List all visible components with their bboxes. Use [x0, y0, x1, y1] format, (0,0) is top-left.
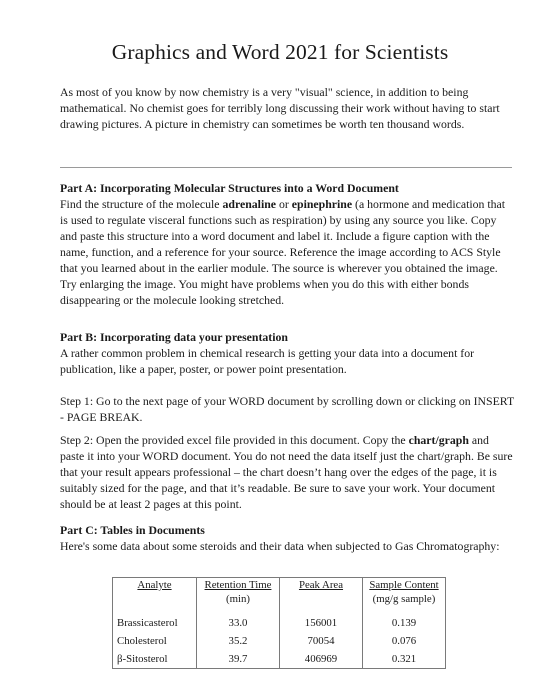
part-b-section	[60, 329, 515, 377]
table-cell: 70054	[280, 632, 363, 650]
table-cell: 406969	[280, 650, 363, 669]
table-row	[113, 614, 446, 632]
part-a-text-1: Find the structure of the molecule	[60, 197, 223, 211]
table-cell: 0.139	[363, 614, 446, 632]
step-1-paragraph: Step 1: Go to the next page of your WORD document by scrolling down or clicking on INSERT - PAGE BREAK.	[60, 394, 514, 424]
table-header-cell: Retention Time (min)	[197, 578, 280, 615]
part-a-text-3: (a hormone and medication that is used to regulate visceral functions such as respiration) by using any source you like. Copy and paste this structure into a word document and label it. Include a figure caption with the name, function, and a reference for your source. Reference the image according to ACS Style that you learned about in the earlier module. The source is wherever you obtained the image. Try enlarging the image. You might have problems when you do this with either bonds disappearing or the molecule looking stretched.	[60, 197, 506, 307]
table-cell: 156001	[280, 614, 363, 632]
table-header-cell: Sample Content (mg/g sample)	[363, 578, 446, 615]
steroid-data-table	[112, 577, 446, 669]
part-c-text: Here's some data about some steroids and their data when subjected to Gas Chromatography:	[60, 539, 500, 553]
table-header-row	[113, 578, 446, 615]
part-c-section	[60, 522, 515, 554]
part-a-section	[60, 180, 515, 308]
table-header-cell: Peak Area	[280, 578, 363, 615]
table-cell: 39.7	[197, 650, 280, 669]
page-title: Graphics and Word 2021 for Scientists	[111, 40, 449, 64]
table-row	[113, 650, 446, 669]
table-header-cell: Analyte	[113, 578, 197, 615]
part-a-text-2: or	[276, 197, 292, 211]
intro-paragraph: As most of you know by now chemistry is a very "visual" science, in addition to being mathematical. No chemist goes for terribly long discussing their work without having to start drawing pictures. A picture in chemistry can sometimes be worth ten thousand words.	[60, 85, 500, 131]
table-cell: 0.076	[363, 632, 446, 650]
table-cell: 0.321	[363, 650, 446, 669]
table-cell: 35.2	[197, 632, 280, 650]
part-c-heading: Part C: Tables in Documents	[60, 523, 205, 537]
step-2-bold-chart: chart/graph	[408, 433, 469, 447]
table-cell: β-Sitosterol	[113, 650, 197, 669]
part-a-heading: Part A: Incorporating Molecular Structures into a Word Document	[60, 181, 399, 195]
part-a-bold-adrenaline: adrenaline	[222, 197, 277, 211]
step-2-paragraph	[60, 432, 515, 512]
table-cell: Cholesterol	[113, 632, 197, 650]
horizontal-divider	[60, 167, 512, 168]
part-b-text: A rather common problem in chemical research is getting your data into a document for publication, like a paper, poster, or power point presentation.	[60, 346, 475, 376]
table-row	[113, 632, 446, 650]
table-cell: Brassicasterol	[113, 614, 197, 632]
part-b-heading: Part B: Incorporating data your presentation	[60, 330, 288, 344]
step-2-text-b: and paste it into your WORD document. You do not need the data itself just the chart/graph. Be sure that your result appears professional – the chart doesn’t hang over the edges of the page, it is suitably sized for the page, and that it’s readable. Be sure to save your work. Your document should be at least 2 pages at this point.	[60, 433, 513, 511]
table-cell: 33.0	[197, 614, 280, 632]
part-a-bold-epinephrine: epinephrine	[291, 197, 353, 211]
step-2-text-a: Step 2: Open the provided excel file provided in this document. Copy the	[60, 433, 409, 447]
